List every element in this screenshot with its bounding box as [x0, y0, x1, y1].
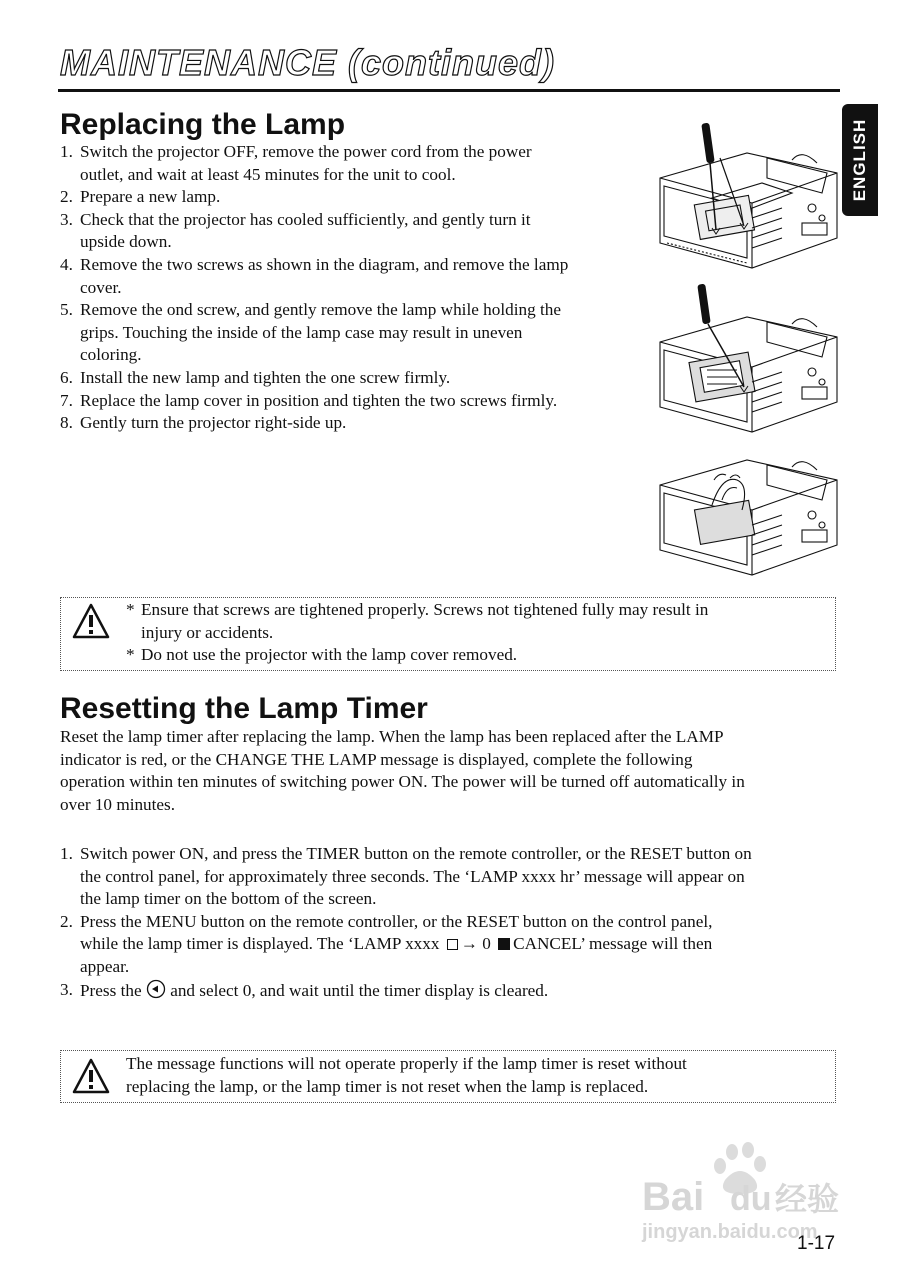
- watermark-brand-a: Bai: [642, 1175, 705, 1219]
- list-item: 4. Remove the two screws as shown in the diagram, and remove the lamp cover.: [60, 254, 569, 297]
- section-title-replacing: Replacing the Lamp: [60, 108, 346, 141]
- list-item: 2. Prepare a new lamp.: [60, 187, 221, 207]
- warning-icon: [71, 1057, 111, 1095]
- watermark-url: jingyan.baidu.com: [642, 1221, 818, 1243]
- list-item: 5. Remove the ond screw, and gently remove the lamp while holding the grips. Touching the inside of the lamp case may result in uneven coloring.: [60, 300, 561, 365]
- page-header-title: MAINTENANCE (continued): [60, 42, 555, 83]
- warning-text: * Ensure that screws are tightened properly. Screws not tightened fully may result in injury or accidents. * Do not use the projector with the lamp cover removed.: [126, 600, 709, 665]
- warning-box-timer: [60, 1050, 836, 1103]
- projector-lamp-removal-illustration: [652, 440, 844, 585]
- list-item: 3. Check that the projector has cooled sufficiently, and gently turn it upside down.: [60, 209, 531, 252]
- list-item: 1. Switch power ON, and press the TIMER button on the remote controller, or the RESET button on the control panel, for approximately three seconds. The ‘LAMP xxxx hr’ message will appear on the lamp timer on the bottom of the screen.: [60, 844, 752, 909]
- menu-box-symbol: [447, 939, 458, 950]
- baidu-watermark: [640, 1140, 855, 1245]
- filled-square-symbol: [498, 938, 510, 950]
- replacing-steps-list: [60, 141, 640, 435]
- language-tab: [842, 104, 878, 216]
- page-number: 1-17: [797, 1233, 836, 1254]
- warning-icon: [71, 602, 111, 640]
- watermark-brand-c: 经验: [775, 1181, 840, 1217]
- list-item: 3. Press the and select 0, and wait until the timer display is cleared.: [60, 979, 549, 1000]
- projector-screws-illustration: [652, 118, 844, 283]
- watermark-brand-b: du: [730, 1180, 772, 1218]
- resetting-steps-list: [60, 843, 850, 1002]
- list-item: 8. Gently turn the projector right-side up.: [60, 413, 347, 433]
- projector-lamp-screw-illustration: [652, 282, 844, 442]
- section-title-resetting: Resetting the Lamp Timer: [60, 692, 428, 725]
- warning-text: The message functions will not operate properly if the lamp timer is reset without replacing the lamp, or the lamp timer is not reset when the lamp is replaced.: [126, 1054, 687, 1096]
- left-arrow-button-icon: [146, 979, 166, 999]
- list-item: 2. Press the MENU button on the remote controller, or the RESET button on the control panel, while the lamp timer is displayed. The ‘LAMP xxxx → 0 CANCEL’ message will then appear.: [60, 911, 713, 976]
- list-item: 6. Install the new lamp and tighten the one screw firmly.: [60, 367, 451, 387]
- list-item: 1. Switch the projector OFF, remove the power cord from the power outlet, and wait at least 45 minutes for the unit to cool.: [60, 142, 532, 184]
- resetting-intro: Reset the lamp timer after replacing the lamp. When the lamp has been replaced after the LAMP indicator is red, or the CHANGE THE LAMP message is displayed, complete the following operation within ten minutes of switching power ON. The power will be turned off automatically in over 10 minutes.: [60, 727, 745, 814]
- header-rule: [58, 89, 840, 92]
- warning-box-screws: [60, 597, 836, 671]
- list-item: 7. Replace the lamp cover in position and tighten the two screws firmly.: [60, 390, 558, 410]
- language-tab-label: ENGLISH: [850, 118, 869, 202]
